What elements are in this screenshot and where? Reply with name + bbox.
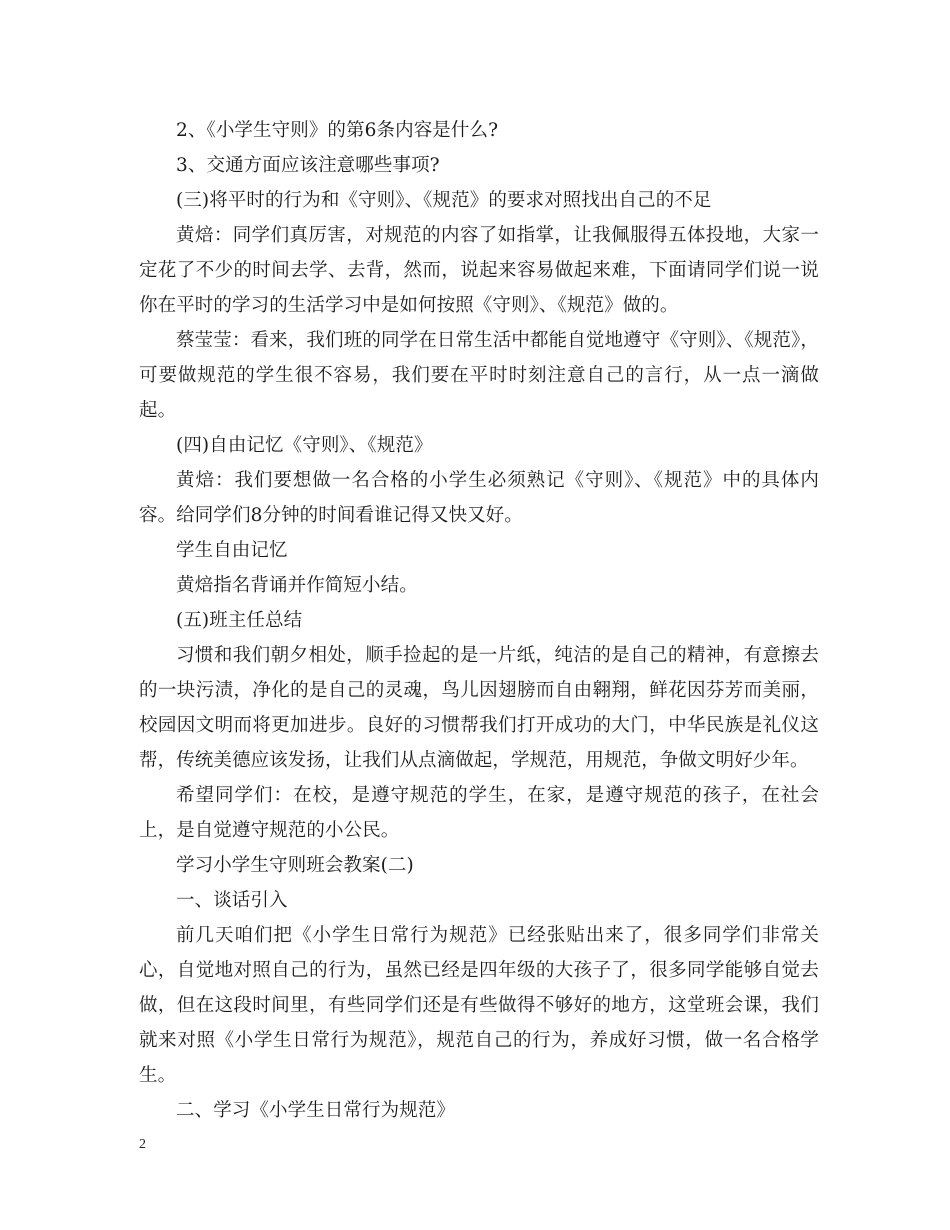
body-paragraph: 习惯和我们朝夕相处，顺手捡起的是一片纸，纯洁的是自己的精神，有意擦去的一块污渍，净化的是自己的灵魂，鸟儿因翅膀而自由翱翔，鲜花因芬芳而美丽，校园因文明而将更加进步。良好的习惯帮我们打开成功的大门，中华民族是礼仪这帮，传统美德应该发扬，让我们从点滴做起，学规范，用规范，争做文明好少年。 — [139, 645, 819, 771]
document-body — [139, 113, 819, 1128]
section-heading-4: (四)自由记忆《守则》、《规范》 — [176, 435, 433, 456]
body-paragraph: 蔡莹莹：看来，我们班的同学在日常生活中都能自觉地遵守《守则》、《规范》，可要做规范的学生很不容易，我们要在平时时刻注意自己的言行，从一点一滴做起。 — [139, 330, 819, 421]
body-paragraph: 学生自由记忆 — [176, 540, 288, 561]
body-paragraph: 黄焙：同学们真厉害，对规范的内容了如指掌，让我佩服得五体投地，大家一定花了不少的时间去学、去背，然而，说起来容易做起来难，下面请同学们说一说你在平时的学习的生活学习中是如何按照《守则》、《规范》做的。 — [139, 225, 819, 316]
section-heading-1: 一、谈话引入 — [176, 890, 288, 911]
page-number: 2 — [139, 1137, 146, 1152]
body-paragraph: 黄焙：我们要想做一名合格的小学生必须熟记《守则》、《规范》中的具体内容。给同学们8分钟的时间看谁记得又快又好。 — [139, 470, 819, 526]
question-item-2: 2、《小学生守则》的第6条内容是什么? — [176, 120, 499, 141]
section-heading-5: (五)班主任总结 — [176, 610, 303, 631]
body-paragraph: 黄焙指名背诵并作简短小结。 — [176, 575, 418, 596]
section-heading-3: (三)将平时的行为和《守则》、《规范》的要求对照找出自己的不足 — [176, 190, 712, 211]
question-item-3: 3、交通方面应该注意哪些事项? — [176, 155, 440, 176]
section-heading-2: 二、学习《小学生日常行为规范》 — [176, 1100, 456, 1121]
document-subtitle: 学习小学生守则班会教案(二) — [176, 855, 414, 876]
body-paragraph: 希望同学们：在校，是遵守规范的学生，在家，是遵守规范的孩子，在社会上，是自觉遵守规范的小公民。 — [139, 785, 819, 841]
body-paragraph: 前几天咱们把《小学生日常行为规范》已经张贴出来了，很多同学们非常关心，自觉地对照自己的行为，虽然已经是四年级的大孩子了，很多同学能够自觉去做，但在这段时间里，有些同学们还是有些做得不够好的地方，这堂班会课，我们就来对照《小学生日常行为规范》，规范自己的行为，养成好习惯，做一名合格学生。 — [139, 925, 819, 1086]
